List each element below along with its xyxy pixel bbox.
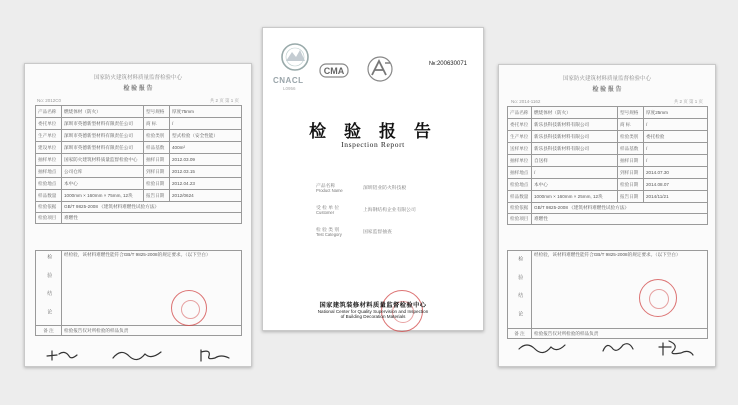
form-row (36, 130, 242, 142)
left-conclusion-label: 检 验 结 论 (46, 254, 53, 321)
field-label: 报告日期 (144, 190, 170, 202)
field-label: 委托单位 (508, 119, 532, 131)
test-category-label: 检 验 类 别 (316, 228, 340, 233)
right-conclusion-text: 经检验，该材料难燃性能符合GB/T 9825-2008的规定要求。（以下空白） (534, 252, 681, 257)
form-row (508, 191, 708, 203)
center-title: 检 验 报 告 (309, 122, 437, 142)
center-footer-cn: 国家建筑装修材料质量监督检验中心 (319, 302, 427, 309)
field-label: 检验日期 (144, 178, 170, 190)
field-label: 检验日期 (618, 179, 644, 191)
field-label: 抽样单位 (508, 155, 532, 167)
field-value: 自送样 (532, 155, 618, 167)
form-row (36, 166, 242, 178)
form-row (508, 179, 708, 191)
field-value: 深圳市英德新型材料有限责任公司 (62, 142, 144, 154)
field-label: 生产单位 (508, 131, 532, 143)
report-page-right (498, 64, 716, 367)
left-red-seal (171, 290, 207, 326)
right-red-seal (639, 279, 677, 317)
cma-logo-text: CMA (323, 66, 345, 76)
field-label: 产品名称 (508, 107, 532, 119)
left-header-title: 国家防火建筑材料质量监督检验中心 (93, 75, 182, 81)
field-label: 抽样单位 (36, 154, 62, 166)
field-value: 本中心 (532, 179, 618, 191)
cal-logo-icon (365, 55, 395, 83)
field-value: 新乐县科技新材料有限公司 (532, 143, 618, 155)
field-label: 型号规格 (618, 107, 644, 119)
test-category-value: 国家监督抽查 (363, 230, 392, 235)
field-value: 2012.04.23 (170, 178, 242, 190)
field-value: 2014.07.30 (644, 167, 708, 179)
product-name-label: 产品名称 (316, 184, 336, 189)
customer-value: 上海钢结构企业有限公司 (363, 208, 416, 213)
field-label: 检验类别 (618, 131, 644, 143)
form-row (508, 131, 708, 143)
field-label: 样品基数 (618, 143, 644, 155)
left-remark-text: 检验报告仅对所检验的样品负责 (62, 326, 242, 336)
right-info-table (507, 106, 708, 225)
field-value: 委托检验 (644, 131, 708, 143)
field-label: 抽样日期 (618, 155, 644, 167)
field-label: 委托单位 (36, 118, 62, 130)
field-value: 国家防火建筑材料质量监督检验中心 (62, 154, 144, 166)
field-value: 燃烧体材（防火） (62, 106, 144, 118)
form-row (36, 202, 242, 213)
field-value: 2014/11/21 (644, 191, 708, 203)
form-row (508, 143, 708, 155)
product-name-label-en: Product Name (316, 188, 343, 193)
right-remark-label: 备 注 (508, 329, 532, 339)
field-label: 送样单位 (508, 143, 532, 155)
field-value: GB/T 9825-2008 《建筑材料难燃性试验方法》 (532, 203, 708, 214)
form-row (508, 107, 708, 119)
center-subtitle: Inspection Report (341, 140, 405, 149)
center-report-number: №:200630071 (428, 61, 467, 67)
field-value: 1000mm × 160mm × 25mm, 12块 (532, 191, 618, 203)
field-value: / (644, 143, 708, 155)
field-label: 检验地点 (36, 178, 62, 190)
form-row (36, 190, 242, 202)
left-report-no: No: 2012C0 (37, 98, 62, 103)
right-report-no: No: 2014-1162 (511, 99, 541, 104)
field-label: 检验项目 (508, 214, 532, 225)
right-conclusion-table (507, 250, 708, 339)
field-label: 样品基数 (144, 142, 170, 154)
field-label: 抽样地点 (508, 167, 532, 179)
center-footer-en-2: of Building Decoration Materials (340, 314, 406, 319)
field-label: 检验依据 (508, 203, 532, 214)
left-conclusion-table (35, 250, 242, 336)
test-category-label-en: Test Category (316, 232, 342, 237)
field-value: / (532, 167, 618, 179)
cnacl-logo-text: CNACL (273, 76, 304, 85)
field-label: 型号规格 (144, 106, 170, 118)
field-label: 商 标 (144, 118, 170, 130)
field-value: 2012.03.09 (170, 154, 242, 166)
field-label: 抽样日期 (144, 154, 170, 166)
form-row (508, 119, 708, 131)
left-remark-label: 备 注 (36, 326, 62, 336)
field-value: 新乐县科技新材料有限公司 (532, 131, 618, 143)
form-row (36, 142, 242, 154)
field-value: 1000mm × 160mm × 75mm, 12块 (62, 190, 144, 202)
left-header-subtitle: 检 验 报 告 (123, 86, 153, 92)
field-label: 商 标 (618, 119, 644, 131)
field-label: 检验项目 (36, 213, 62, 224)
field-value: 厚度75mm (170, 106, 242, 118)
field-value: / (644, 119, 708, 131)
form-row (508, 214, 708, 225)
field-value: / (170, 118, 242, 130)
field-label: 到样日期 (144, 166, 170, 178)
customer-label-en: Customer (316, 210, 335, 215)
field-label: 报告日期 (618, 191, 644, 203)
field-label: 样品数量 (508, 191, 532, 203)
field-value: 2012/0624 (170, 190, 242, 202)
field-label: 抽样地点 (36, 166, 62, 178)
center-footer-en-1: National Center for Quality Supervision and Inspection (317, 309, 429, 314)
cma-logo-icon (319, 61, 349, 81)
field-value: 本中心 (62, 178, 144, 190)
field-value: 2012.03.15 (170, 166, 242, 178)
field-label: 生产单位 (36, 130, 62, 142)
field-value: 厚度25mm (644, 107, 708, 119)
cnacl-logo-code: L0956 (283, 86, 296, 91)
right-remark-text: 检验报告仅对所检验的样品负责 (532, 329, 708, 339)
field-value: 2014.08.07 (644, 179, 708, 191)
field-label: 产品名称 (36, 106, 62, 118)
field-label: 检验地点 (508, 179, 532, 191)
form-row (36, 154, 242, 166)
field-value: 400m² (170, 142, 242, 154)
field-value: 难燃性 (532, 214, 708, 225)
right-page-label: 共 2 页 第 1 页 (673, 99, 703, 104)
field-label: 建设单位 (36, 142, 62, 154)
field-value: 新乐县科技新材料有限公司 (532, 119, 618, 131)
right-header-title: 国家防火建筑材料质量监督检验中心 (562, 76, 651, 82)
right-header-subtitle: 检 验 报 告 (592, 87, 622, 93)
field-value: / (644, 155, 708, 167)
form-row (508, 155, 708, 167)
product-name-value: 深圳铝业防火科技板 (363, 186, 407, 191)
right-signatures (513, 337, 709, 359)
left-info-table (35, 105, 242, 224)
field-label: 到样日期 (618, 167, 644, 179)
field-value: 型式检验（安全性能） (170, 130, 242, 142)
customer-label: 受 检 单 位 (316, 206, 340, 211)
field-value: 深圳市英德新型材料有限责任公司 (62, 118, 144, 130)
right-conclusion-label: 检 验 结 论 (517, 255, 524, 322)
left-signatures (43, 346, 243, 364)
left-page-label: 共 2 页 第 1 页 (209, 98, 239, 103)
report-page-left (24, 63, 252, 367)
form-row (36, 106, 242, 118)
form-row (36, 213, 242, 224)
form-row (36, 118, 242, 130)
form-row (508, 167, 708, 179)
field-value: 公司仓库 (62, 166, 144, 178)
field-label: 检验依据 (36, 202, 62, 213)
field-label: 样品数量 (36, 190, 62, 202)
field-value: 深圳市英德新型材料有限责任公司 (62, 130, 144, 142)
form-row (508, 203, 708, 214)
field-label: 检验类别 (144, 130, 170, 142)
form-row (36, 178, 242, 190)
field-value: 难燃性 (62, 213, 242, 224)
field-value: GB/T 9825-2008 《建筑材料难燃性试验方法》 (62, 202, 242, 213)
report-cover-center (262, 27, 484, 331)
field-value: 燃烧体材（防火） (532, 107, 618, 119)
left-conclusion-text: 经检验，该材料难燃性能符合GB/T 9825-2008的规定要求。（以下空白） (64, 252, 211, 257)
